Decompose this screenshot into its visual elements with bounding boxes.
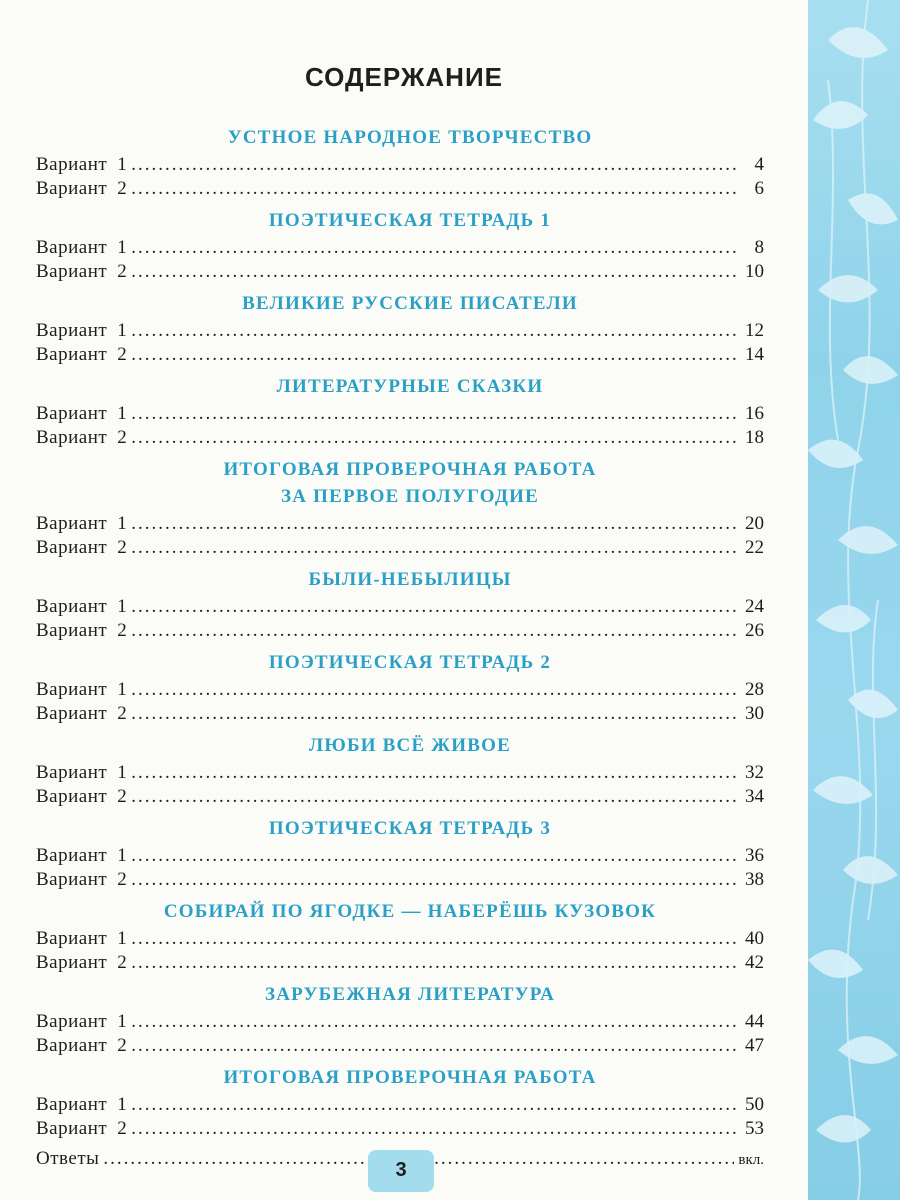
- entry-label: [36, 678, 127, 702]
- section-heading: ПОЭТИЧЕСКАЯ ТЕТРАДЬ 2: [268, 652, 552, 673]
- section-heading: УСТНОЕ НАРОДНОЕ ТВОРЧЕСТВО: [227, 127, 593, 148]
- entry-label: [36, 153, 127, 177]
- leader-dots: [131, 678, 738, 702]
- leader-dots: [131, 619, 738, 643]
- leader-dots: [131, 951, 738, 975]
- entry-variant-number: 2: [117, 952, 128, 973]
- toc-entry[interactable]: [36, 927, 764, 951]
- entry-page-number: 44: [745, 1011, 764, 1032]
- entry-page-number: 50: [745, 1094, 764, 1115]
- entry-label: [36, 512, 127, 536]
- toc-entry[interactable]: [36, 153, 764, 177]
- page-number-badge: 3: [368, 1150, 434, 1192]
- toc-entry[interactable]: [36, 536, 764, 560]
- entry-page-number: 4: [754, 154, 764, 175]
- leader-dots: [131, 236, 738, 260]
- entry-page-number: 10: [745, 261, 764, 282]
- entry-variant-number: 2: [117, 703, 128, 724]
- entry-label-text: Вариант: [36, 178, 108, 199]
- leader-dots: [131, 536, 738, 560]
- entry-label: [36, 785, 127, 809]
- answers-page: вкл.: [738, 1152, 764, 1168]
- leader-dots: [131, 319, 738, 343]
- leader-dots: [131, 927, 738, 951]
- entry-variant-number: 1: [117, 845, 128, 866]
- entry-label-text: Вариант: [36, 320, 108, 341]
- entry-page-number: 42: [745, 952, 764, 973]
- section-heading: ИТОГОВАЯ ПРОВЕРОЧНАЯ РАБОТА: [223, 1067, 597, 1088]
- entry-label: [36, 177, 127, 201]
- entry-label-text: Вариант: [36, 679, 108, 700]
- entry-label: [36, 951, 127, 975]
- entry-label-text: Вариант: [36, 344, 108, 365]
- entry-label-text: Вариант: [36, 154, 108, 175]
- toc-entry[interactable]: [36, 868, 764, 892]
- section-heading: ЛЮБИ ВСЁ ЖИВОЕ: [309, 735, 511, 756]
- leader-dots: [131, 177, 738, 201]
- leader-dots: [131, 402, 738, 426]
- entry-page-number: 53: [745, 1118, 764, 1139]
- toc-entry[interactable]: [36, 343, 764, 367]
- entry-variant-number: 2: [117, 344, 128, 365]
- entry-variant-number: 2: [117, 178, 128, 199]
- leaf-pattern-icon: [808, 0, 900, 1200]
- section-heading: ВЕЛИКИЕ РУССКИЕ ПИСАТЕЛИ: [242, 293, 578, 314]
- leader-dots: [131, 761, 738, 785]
- entry-variant-number: 2: [117, 869, 128, 890]
- entry-page-number: 26: [745, 620, 764, 641]
- entry-label: [36, 1093, 127, 1117]
- entry-label: [36, 702, 127, 726]
- decorative-leaf-strip: [808, 0, 900, 1200]
- section-heading: ПОЭТИЧЕСКАЯ ТЕТРАДЬ 1: [268, 210, 552, 231]
- toc-entry[interactable]: [36, 1034, 764, 1058]
- entry-label-text: Вариант: [36, 237, 108, 258]
- entry-page-number: 32: [745, 762, 764, 783]
- entry-variant-number: 1: [117, 596, 128, 617]
- section-heading: БЫЛИ-НЕБЫЛИЦЫ: [308, 569, 512, 590]
- section-heading: СОБИРАЙ ПО ЯГОДКЕ — НАБЕРЁШЬ КУЗОВОК: [163, 901, 657, 922]
- toc-entry[interactable]: [36, 402, 764, 426]
- entry-page-number: 24: [745, 596, 764, 617]
- entry-label-text: Вариант: [36, 620, 108, 641]
- entry-variant-number: 2: [117, 786, 128, 807]
- toc-entry[interactable]: [36, 319, 764, 343]
- entry-label: [36, 619, 127, 643]
- entry-label-text: Вариант: [36, 537, 108, 558]
- entry-variant-number: 2: [117, 537, 128, 558]
- entry-page-number: 16: [745, 403, 764, 424]
- entry-label-text: Вариант: [36, 928, 108, 949]
- entry-page-number: 8: [754, 237, 764, 258]
- entry-label: [36, 1010, 127, 1034]
- entry-label-text: Вариант: [36, 786, 108, 807]
- leader-dots: [131, 512, 738, 536]
- toc-entry[interactable]: [36, 761, 764, 785]
- toc-entry[interactable]: [36, 785, 764, 809]
- entry-label: [36, 402, 127, 426]
- entry-label: [36, 761, 127, 785]
- entry-variant-number: 1: [117, 1094, 128, 1115]
- entry-label-text: Вариант: [36, 1118, 108, 1139]
- entry-page-number: 12: [745, 320, 764, 341]
- entry-label-text: Вариант: [36, 596, 108, 617]
- entry-page-number: 18: [745, 427, 764, 448]
- entry-variant-number: 1: [117, 928, 128, 949]
- toc-entry[interactable]: [36, 1117, 764, 1141]
- entry-variant-number: 1: [117, 237, 128, 258]
- leader-dots: [131, 1117, 738, 1141]
- toc-entry[interactable]: [36, 236, 764, 260]
- toc-entry[interactable]: [36, 1010, 764, 1034]
- entry-label-text: Вариант: [36, 513, 108, 534]
- toc-entry[interactable]: [36, 260, 764, 284]
- entry-page-number: 36: [745, 845, 764, 866]
- toc-entry[interactable]: [36, 177, 764, 201]
- entry-variant-number: 1: [117, 679, 128, 700]
- entry-label: [36, 236, 127, 260]
- leader-dots: [131, 343, 738, 367]
- entry-label: [36, 319, 127, 343]
- entry-label-text: Вариант: [36, 952, 108, 973]
- entry-label-text: Вариант: [36, 403, 108, 424]
- entry-page-number: 38: [745, 869, 764, 890]
- toc-entry[interactable]: [36, 426, 764, 450]
- entry-variant-number: 1: [117, 1011, 128, 1032]
- entry-label-text: Вариант: [36, 845, 108, 866]
- entry-label: [36, 844, 127, 868]
- entry-page-number: 20: [745, 513, 764, 534]
- entry-label: [36, 536, 127, 560]
- entry-variant-number: 1: [117, 403, 128, 424]
- entry-variant-number: 2: [117, 1118, 128, 1139]
- table-of-contents: [36, 126, 764, 1171]
- leader-dots: [131, 1093, 738, 1117]
- leader-dots: [131, 1010, 738, 1034]
- section-heading: ЗА ПЕРВОЕ ПОЛУГОДИЕ: [281, 486, 539, 507]
- entry-page-number: 6: [754, 178, 764, 199]
- toc-entry[interactable]: [36, 595, 764, 619]
- leader-dots: [131, 785, 738, 809]
- leader-dots: [131, 1034, 738, 1058]
- entry-page-number: 34: [745, 786, 764, 807]
- toc-entry[interactable]: [36, 844, 764, 868]
- entry-label-text: Вариант: [36, 703, 108, 724]
- entry-label: [36, 426, 127, 450]
- answers-label: Ответы: [36, 1148, 100, 1169]
- leader-dots: [131, 595, 738, 619]
- entry-label: [36, 595, 127, 619]
- entry-label: [36, 1117, 127, 1141]
- entry-variant-number: 1: [117, 320, 128, 341]
- entry-variant-number: 1: [117, 154, 128, 175]
- toc-entry[interactable]: [36, 702, 764, 726]
- leader-dots: [131, 702, 738, 726]
- leader-dots: [131, 868, 738, 892]
- page-title: СОДЕРЖАНИЕ: [305, 62, 503, 92]
- entry-label: [36, 868, 127, 892]
- entry-variant-number: 1: [117, 762, 128, 783]
- entry-label-text: Вариант: [36, 762, 108, 783]
- entry-page-number: 30: [745, 703, 764, 724]
- entry-page-number: 14: [745, 344, 764, 365]
- entry-page-number: 28: [745, 679, 764, 700]
- section-heading: ПОЭТИЧЕСКАЯ ТЕТРАДЬ 3: [268, 818, 552, 839]
- leader-dots: [131, 844, 738, 868]
- entry-label-text: Вариант: [36, 427, 108, 448]
- section-heading: ЗАРУБЕЖНАЯ ЛИТЕРАТУРА: [264, 984, 556, 1005]
- entry-variant-number: 1: [117, 513, 128, 534]
- toc-entry[interactable]: [36, 951, 764, 975]
- section-heading: ЛИТЕРАТУРНЫЕ СКАЗКИ: [276, 376, 544, 397]
- entry-label-text: Вариант: [36, 1011, 108, 1032]
- entry-variant-number: 2: [117, 261, 128, 282]
- entry-variant-number: 2: [117, 427, 128, 448]
- entry-label-text: Вариант: [36, 1035, 108, 1056]
- leader-dots: [131, 153, 738, 177]
- entry-page-number: 40: [745, 928, 764, 949]
- entry-label: [36, 1034, 127, 1058]
- entry-page-number: 47: [745, 1035, 764, 1056]
- toc-entry[interactable]: [36, 678, 764, 702]
- entry-label-text: Вариант: [36, 261, 108, 282]
- entry-label: [36, 343, 127, 367]
- entry-label: [36, 260, 127, 284]
- leader-dots: [131, 426, 738, 450]
- toc-entry[interactable]: [36, 1093, 764, 1117]
- entry-label-text: Вариант: [36, 1094, 108, 1115]
- section-heading: ИТОГОВАЯ ПРОВЕРОЧНАЯ РАБОТА: [223, 459, 597, 480]
- toc-entry[interactable]: [36, 512, 764, 536]
- entry-label: [36, 927, 127, 951]
- leader-dots: [131, 260, 738, 284]
- entry-variant-number: 2: [117, 620, 128, 641]
- entry-variant-number: 2: [117, 1035, 128, 1056]
- entry-page-number: 22: [745, 537, 764, 558]
- entry-label-text: Вариант: [36, 869, 108, 890]
- toc-entry[interactable]: [36, 619, 764, 643]
